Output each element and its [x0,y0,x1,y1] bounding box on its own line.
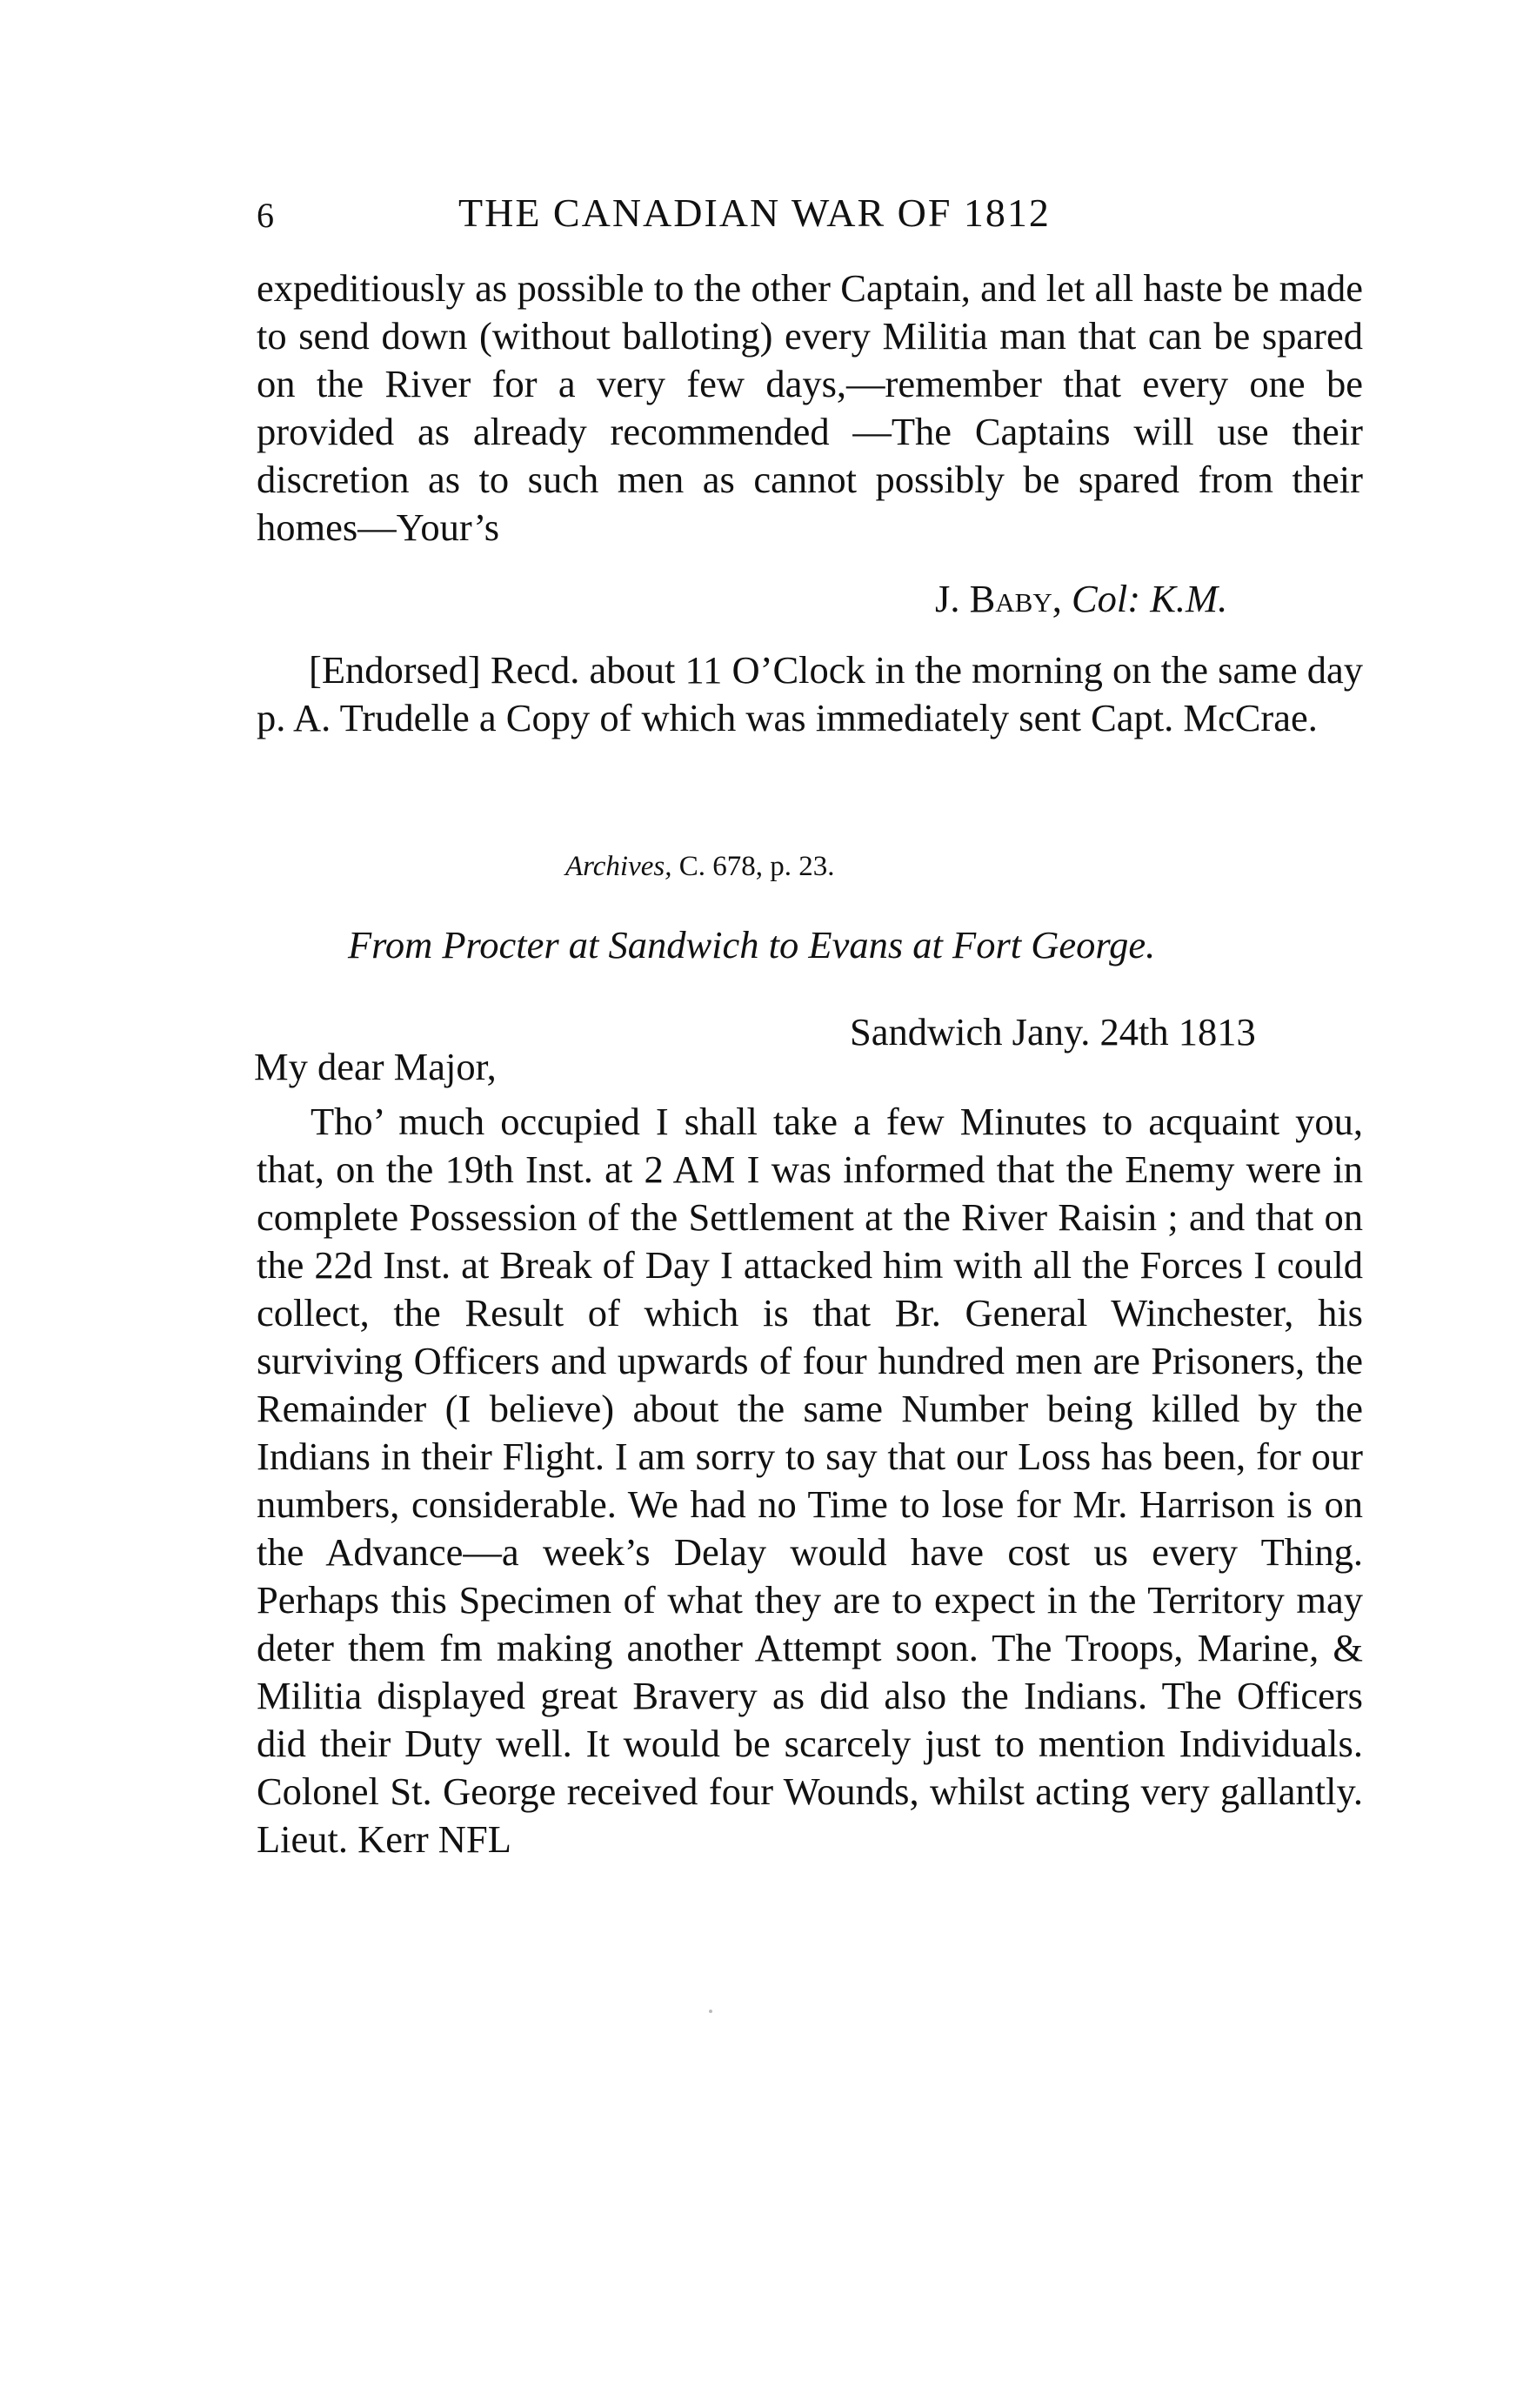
signature-title: Col: K.M. [1071,577,1228,620]
signature-name: J. Baby, [935,577,1062,620]
endorsement-paragraph: [Endorsed] Recd. about 11 O’Clock in the morning on the same day p. A. Trudelle a Copy of which was immediately sent Capt. McCrae. [257,648,1363,739]
letter-dateline: Sandwich Jany. 24th 1813 [850,1010,1256,1054]
archive-reference [565,851,835,883]
archive-citation: C. 678, p. 23. [678,851,835,882]
archive-name: Archives, [565,851,672,882]
letter-continuation-paragraph: expeditiously as possible to the other Captain, and let all haste be made to send down (without balloting) every Militia man that can be spared on the River for a very few days,—remember that every one be provided as already recommended —The Captains will use their discretion as to such men as cannot possibly be spared from their homes—Your’s [257,266,1363,549]
letter-body-paragraph: Tho’ much occupied I shall take a few Minutes to acquaint you, that, on the 19th Inst. at 2 AM I was informed that the Enemy were in complete Possession of the Settlement at the River Raisin ; and that on the 22d Inst. at Break of Day I attacked him with all the Forces I could collect, the Result of which is that Br. General Winchester, his surviving Officers and upwards of four hundred men are Prisoners, the Remainder (I believe) about the same Number being killed by the Indians in their Flight. I am sorry to say that our Loss has been, for our numbers, considerable. We had no Time to lose for Mr. Harrison is on the Advance—a week’s Delay would have cost us every Thing. Perhaps this Specimen of what they are to expect in the Territory may deter them fm making another Attempt soon. The Troops, Marine, & Militia displayed great Bravery as did also the Indians. The Officers did their Duty well. It would be scarcely just to mention Individuals. Colonel St. George received four Wounds, whilst acting very gallantly. Lieut. Kerr NFL [257,1100,1363,1861]
book-title: THE CANADIAN WAR OF 1812 [458,191,1051,235]
letter-heading: From Procter at Sandwich to Evans at Fort George. [348,923,1156,967]
paper-speck [709,2010,712,2013]
signature [935,576,1227,621]
page-number: 6 [257,196,274,235]
letter-salutation: My dear Major, [254,1045,497,1088]
running-head [257,190,1196,242]
